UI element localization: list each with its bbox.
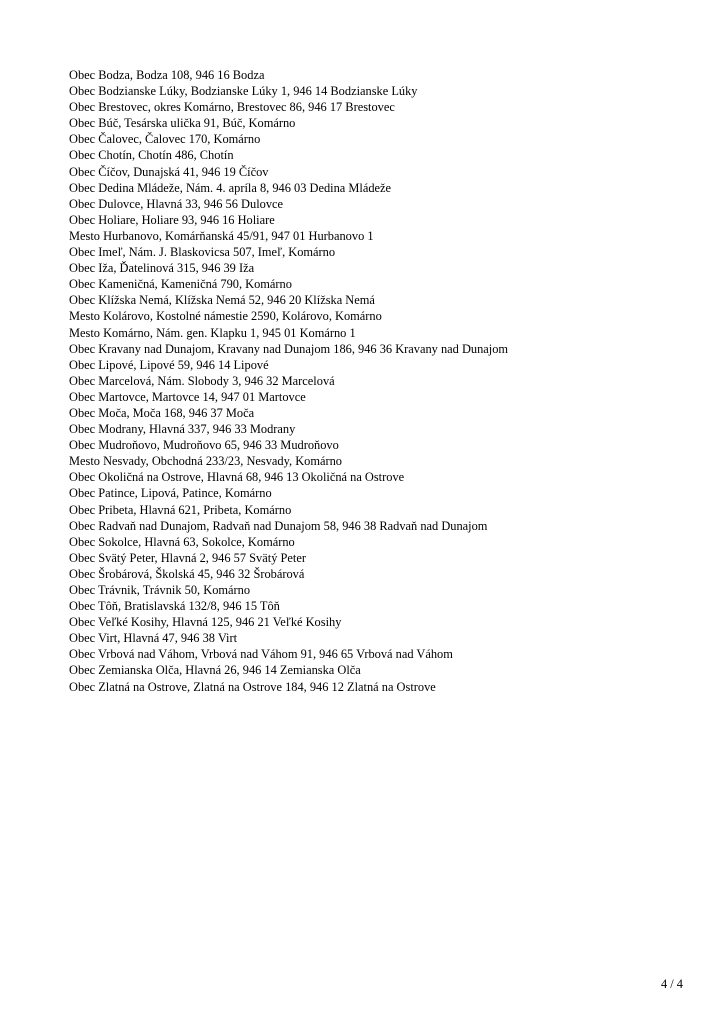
address-entry: Obec Zemianska Olča, Hlavná 26, 946 14 Zemianska Olča bbox=[69, 663, 361, 678]
address-list bbox=[69, 67, 709, 695]
address-entry: Obec Klížska Nemá, Klížska Nemá 52, 946 20 Klížska Nemá bbox=[69, 293, 375, 308]
address-entry: Obec Modrany, Hlavná 337, 946 33 Modrany bbox=[69, 422, 296, 437]
address-entry: Obec Čalovec, Čalovec 170, Komárno bbox=[69, 132, 261, 147]
address-entry: Obec Kravany nad Dunajom, Kravany nad Dunajom 186, 946 36 Kravany nad Dunajom bbox=[69, 341, 509, 356]
address-entry: Obec Bodza, Bodza 108, 946 16 Bodza bbox=[69, 68, 265, 82]
address-entry: Obec Bodzianske Lúky, Bodzianske Lúky 1, 946 14 Bodzianske Lúky bbox=[69, 84, 418, 99]
address-entry: Obec Sokolce, Hlavná 63, Sokolce, Komárno bbox=[69, 534, 295, 549]
address-entry: Obec Veľké Kosihy, Hlavná 125, 946 21 Veľké Kosihy bbox=[69, 615, 342, 630]
address-entry: Obec Dedina Mládeže, Nám. 4. apríla 8, 946 03 Dedina Mládeže bbox=[69, 180, 392, 195]
address-entry: Obec Chotín, Chotín 486, Chotín bbox=[69, 148, 234, 163]
address-entry: Obec Marcelová, Nám. Slobody 3, 946 32 Marcelová bbox=[69, 373, 335, 388]
page-number: 4 / 4 bbox=[660, 977, 683, 991]
address-entry: Obec Brestovec, okres Komárno, Brestovec 86, 946 17 Brestovec bbox=[69, 100, 395, 115]
address-entry: Obec Dulovce, Hlavná 33, 946 56 Dulovce bbox=[69, 196, 284, 211]
address-entry: Obec Šrobárová, Školská 45, 946 32 Šrobárová bbox=[69, 566, 305, 581]
address-entry: Obec Holiare, Holiare 93, 946 16 Holiare bbox=[69, 212, 275, 227]
address-entry: Obec Mudroňovo, Mudroňovo 65, 946 33 Mudroňovo bbox=[69, 438, 339, 453]
address-entry: Mesto Hurbanovo, Komárňanská 45/91, 947 01 Hurbanovo 1 bbox=[69, 228, 374, 243]
address-entry: Obec Moča, Moča 168, 946 37 Moča bbox=[69, 405, 255, 420]
address-entry: Obec Okoličná na Ostrove, Hlavná 68, 946 13 Okoličná na Ostrove bbox=[69, 470, 405, 485]
address-entry: Obec Kameničná, Kameničná 790, Komárno bbox=[69, 277, 292, 292]
address-entry: Obec Patince, Lipová, Patince, Komárno bbox=[69, 486, 272, 501]
address-entry: Obec Iža, Ďatelinová 315, 946 39 Iža bbox=[69, 261, 255, 276]
address-entry: Obec Tôň, Bratislavská 132/8, 946 15 Tôň bbox=[69, 599, 280, 614]
address-entry: Obec Lipové, Lipové 59, 946 14 Lipové bbox=[69, 357, 269, 372]
address-entry: Obec Radvaň nad Dunajom, Radvaň nad Dunajom 58, 946 38 Radvaň nad Dunajom bbox=[69, 518, 488, 533]
address-entry: Obec Búč, Tesárska ulička 91, Búč, Komárno bbox=[69, 116, 296, 131]
address-entry: Mesto Komárno, Nám. gen. Klapku 1, 945 01 Komárno 1 bbox=[69, 325, 356, 340]
address-entry: Obec Martovce, Martovce 14, 947 01 Martovce bbox=[69, 389, 306, 404]
address-entry: Obec Zlatná na Ostrove, Zlatná na Ostrove 184, 946 12 Zlatná na Ostrove bbox=[69, 679, 436, 694]
address-entry: Obec Svätý Peter, Hlavná 2, 946 57 Svätý Peter bbox=[69, 550, 306, 565]
address-entry: Obec Vrbová nad Váhom, Vrbová nad Váhom 91, 946 65 Vrbová nad Váhom bbox=[69, 647, 453, 662]
address-entry: Obec Imeľ, Nám. J. Blaskovicsa 507, Imeľ, Komárno bbox=[69, 245, 336, 260]
address-entry: Obec Trávnik, Trávnik 50, Komárno bbox=[69, 583, 251, 597]
address-entry: Obec Pribeta, Hlavná 621, Pribeta, Komárno bbox=[69, 502, 292, 517]
address-entry: Obec Virt, Hlavná 47, 946 38 Virt bbox=[69, 631, 238, 646]
address-entry: Mesto Nesvady, Obchodná 233/23, Nesvady, Komárno bbox=[69, 454, 342, 469]
address-entry: Mesto Kolárovo, Kostolné námestie 2590, Kolárovo, Komárno bbox=[69, 309, 382, 324]
address-entry: Obec Číčov, Dunajská 41, 946 19 Číčov bbox=[69, 164, 269, 179]
